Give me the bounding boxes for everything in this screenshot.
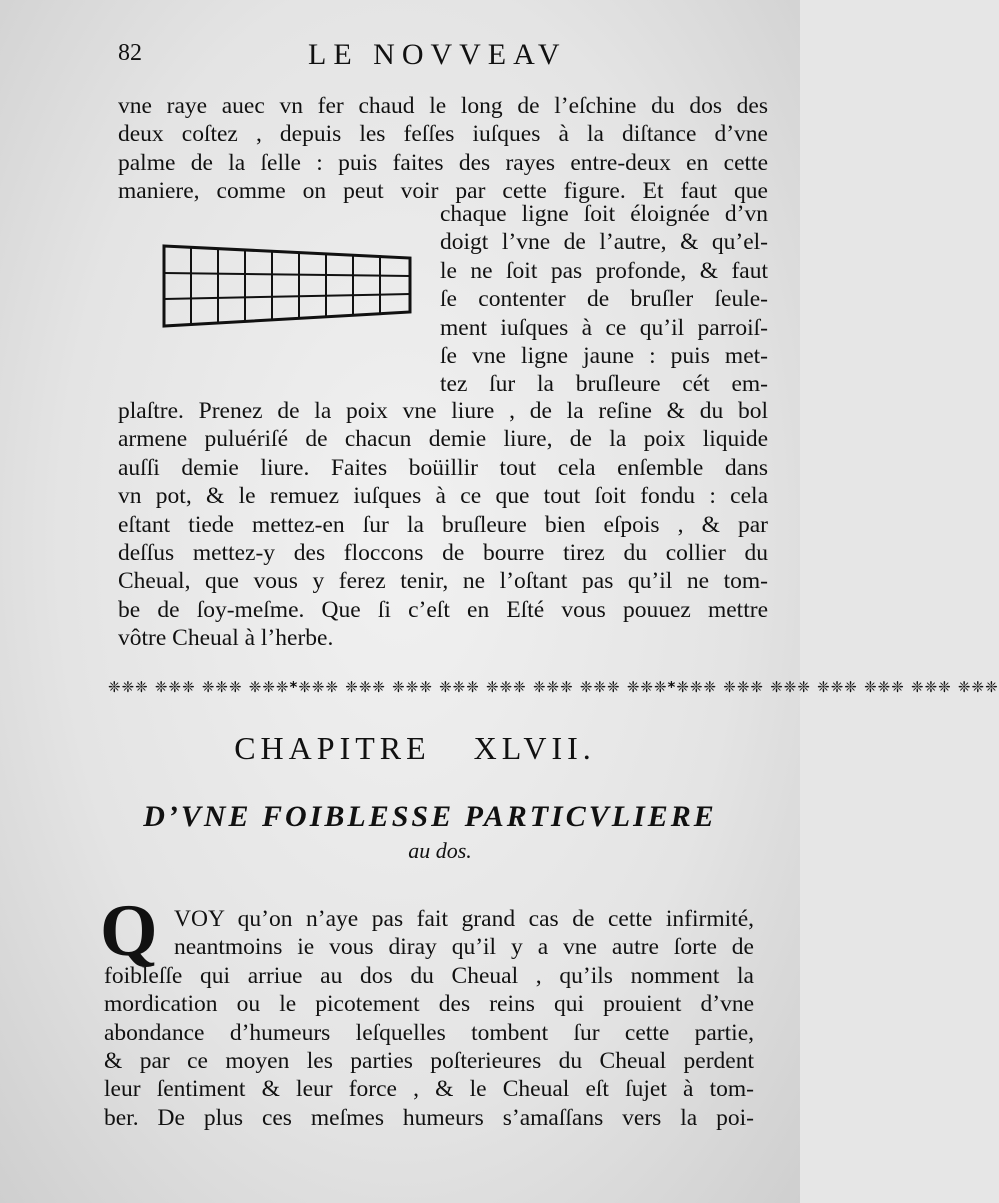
text-line: mordication ou le picotement des reins qui prouient d’vne [104,991,754,1018]
paragraph-3 [104,905,754,1132]
text-line: & par ce moyen les parties poſterieures du Cheual perdent [104,1048,754,1075]
chapter-heading [0,730,800,767]
page-number: 82 [118,40,142,66]
text-line: tez ſur la bruſleure cét em- [440,371,768,398]
text-line: foibleſſe qui arriue au dos du Cheual , qu’ils nomment la [104,962,754,989]
text-line: ſe contenter de bruſler ſeule- [440,286,768,313]
text-line: deux coſtez , depuis les feſſes iuſques à la diſtance d’vne [118,121,768,148]
text-line: neantmoins ie vous diray qu’il y a vne autre ſorte de [174,934,754,961]
text-line: eſtant tiede mettez-en ſur la bruſleure bien eſpois , & par [118,511,768,538]
text-line: doigt l’vne de l’autre, & qu’el- [440,229,768,256]
text-line: chaque ligne ſoit éloignée d’vn [440,201,768,227]
text-line: armene puluériſé de chacun demie liure, de la poix liquide [118,426,768,453]
paragraph-2 [118,397,768,653]
text-line: auſſi demie liure. Faites boüillir tout cela enſemble dans [118,454,768,481]
ornament-divider: ❈❈❈ ❈❈❈ ❈❈❈ ❈❈❈*❈❈❈ ❈❈❈ ❈❈❈ ❈❈❈ ❈❈❈ ❈❈❈ ❈❈❈ ❈❈❈*❈❈❈ ❈❈❈ ❈❈❈ ❈❈❈ ❈❈❈ ❈❈❈ ❈❈❈ [108,678,999,696]
drop-cap: Q [100,890,158,972]
running-title: LE NOVVEAV [308,38,567,71]
paragraph-1-wrap [440,200,768,399]
text-line: ment iuſques à ce qu’il parroiſ- [440,314,768,341]
text-line: be de ſoy-meſme. Que ſi c’eſt en Eſté vous pouuez mettre [118,596,768,623]
text-line: vôtre Cheual à l’herbe. [118,625,334,652]
chapter-subtitle: D’VNE FOIBLESSE PARTICVLIERE [143,800,717,833]
text-line: maniere, comme on peut voir par cette figure. Et faut que [118,178,768,205]
text-line: vn pot, & le remuez iuſques à ce que tout ſoit fondu : cela [118,483,768,510]
text-line: vne raye auec vn fer chaud le long de l’eſchine du dos des [118,93,768,119]
chapter-label: CHAPITRE [234,730,431,766]
paragraph-1 [118,92,768,206]
grid-figure-icon [160,240,416,330]
branding-grid-figure [160,240,416,330]
text-line: ber. De plus ces meſmes humeurs s’amaſſans vers la poi- [104,1104,754,1131]
text-line: leur ſentiment & leur force , & le Cheual eſt ſujet à tom- [104,1076,754,1103]
text-line: Cheual, que vous y ferez tenir, ne l’oſtant pas qu’il ne tom- [118,568,768,595]
chapter-number: XLVII. [473,730,596,766]
chapter-subtitle-2: au dos. [408,838,472,863]
text-line: deſſus mettez-y des floccons de bourre tirez du collier du [118,540,768,567]
text-line: abondance d’humeurs leſquelles tombent ſur cette partie, [104,1019,754,1046]
text-line: ſe vne ligne jaune : puis met- [440,343,768,370]
text-line: le ne ſoit pas profonde, & faut [440,257,768,284]
page-header [118,38,760,78]
text-line: plaſtre. Prenez de la poix vne liure , de la reſine & du bol [118,398,768,424]
text-line: VOY qu’on n’aye pas fait grand cas de cette infirmité, [174,906,754,932]
text-line: palme de la ſelle : puis faites des rayes entre-deux en cette [118,149,768,176]
